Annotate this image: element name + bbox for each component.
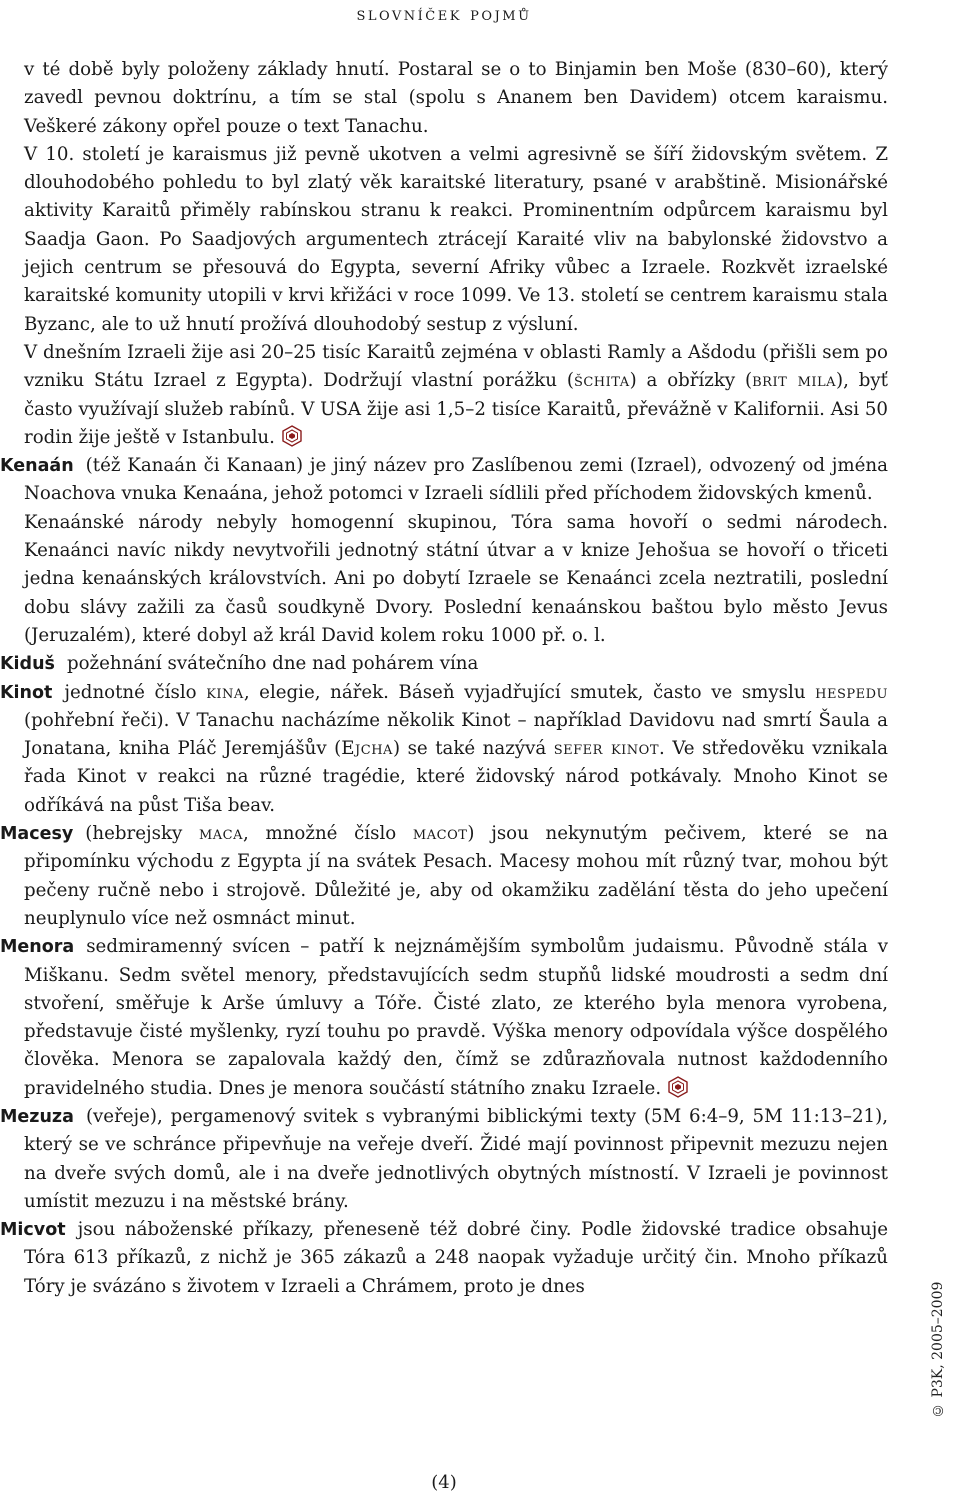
entry-term: Menora <box>0 937 75 958</box>
transliteration: Ejcha <box>341 738 393 760</box>
transliteration: sefer kinot <box>553 738 660 760</box>
entry-term: Mezuza <box>0 1106 74 1127</box>
entry-term: Kenaán <box>0 456 74 477</box>
running-header: slovníček pojmů <box>356 4 532 25</box>
entry-macesy: Macesy (hebrejsky maca, množné číslo macot) jsou nekynutým pečivem, které se na připomínku východu z Egypta jí na svátek Pesach. Macesy mohou mít různý tvar, mohou být pečeny ručně nebo i strojově. Důležité je, aby od okamžiku zadělání těsta do jeho upečení neuplynulo více než osmnáct minut. <box>0 823 888 929</box>
entry-term: Macesy <box>0 824 74 845</box>
page-number: (4) <box>431 1472 457 1493</box>
entry-term: Kinot <box>0 682 53 703</box>
hexagon-ornament-icon <box>281 425 303 447</box>
entry-kinot: Kinot jednotné číslo kina, elegie, nářek. Báseň vyjadřující smutek, často ve smyslu hespedu (pohřební řeči). V Tanachu nacházíme několik Kinot – například Davidovu nad smrtí Šaula a Jonatana, kniha Pláč Jeremjášův (Ejcha) se také nazývá sefer kinot. Ve středověku vznikala řada Kinot v reakci na různé tragédie, které židovský národ potkávaly. Mnoho Kinot se odříkává na půst Tiša beav. <box>0 681 888 816</box>
paragraph: v té době byly položeny základy hnutí. Postaral se o to Binjamin ben Moše (830–60), který zavedl pevnou doktrínu, a tím se stal (spolu s Ananem ben Davidem) otcem karaismu. Veškeré zákony opřel pouze o text Tanachu. <box>24 59 888 137</box>
entry-karaismus-continued <box>0 56 888 452</box>
entry-term: Micvot <box>0 1220 66 1241</box>
transliteration: brit mila <box>752 370 837 392</box>
hexagon-ornament-icon <box>667 1076 689 1098</box>
transliteration: hespedu <box>815 681 888 703</box>
page-body <box>0 56 888 1301</box>
transliteration: macot <box>412 823 468 845</box>
transliteration: maca <box>198 823 243 845</box>
paragraph: V 10. století je karaismus již pevně ukotven a velmi agresivně se šíří židovským světem. Z dlouhodobého pohledu to byl zlatý věk karaitské literatury, psané v arabštině. Misionářské aktivity Karaitů přiměly rabínskou stranu k reakci. Prominentním odpůrcem karaismu byl Saadja Gaon. Po Saadjových argumentech ztrácejí Karaité vliv na babylonské židovstvo a jejich centrum se přesouvá do Egypta, severní Afriky vůbec a Izraele. Rozkvět izraelské karaitské komunity utopili v krvi křižáci v roce 1099. Ve 13. století se centrem karaismu stala Byzanc, ale to už hnutí prožívá dlouhodobý sestup z výsluní. <box>24 143 888 335</box>
entry-term: Kiduš <box>0 654 55 675</box>
copyright-notice: © P3K, 2005–2009 <box>930 1281 946 1419</box>
paragraph: V dnešním Izraeli žije asi 20–25 tisíc Karaitů zejména v oblasti Ramly a Ašdodu (přišli sem po vzniku Státu Izrael z Egypta). Dodržují vlastní porážku (šchita) a obřízky (brit mila), byť často využívají služeb rabínů. V USA žije asi 1,5–2 tisíce Karaitů, převážně v Kalifornii. Asi 50 rodin žije ještě v Istanbulu. <box>24 341 888 448</box>
entry-kenaan: Kenaán (též Kanaán či Kanaan) je jiný název pro Zaslíbenou zemi (Izrael), odvozený od jména Noachova vnuka Kenaána, jehož potomci v Izraeli sídlili před příchodem židovských kmenů. Kenaánské národy nebyly homogenní skupinou, Tóra sama hovoří o sedmi národech. Kenaánci navíc nikdy nevytvořili jednotný státní útvar a v knize Jehošua se hovoří o třiceti jedna kenaánských královstvích. Ani po dobytí Izraele se Kenaánci zcela neztratili, poslední dobu slávy zažili za časů soudkyně Dvory. Poslední kenaánskou baštou bylo město Jevus (Jeruzalém), které dobyl až král David kolem roku 1000 př. o. l. <box>0 455 888 646</box>
entry-micvot: Micvot jsou náboženské příkazy, přeneseně též dobré činy. Podle židovské tradice obsahuje Tóra 613 příkazů, z nichž je 365 zákazů a 248 naopak vyžaduje určitý čin. Mnoho příkazů Tóry je svázáno s životem v Izraeli a Chrámem, proto je dnes <box>0 1219 888 1297</box>
entry-mezuza: Mezuza (veřeje), pergamenový svitek s vybranými biblickými texty (5M 6:4–9, 5M 11:13–21), který se ve schránce připevňuje na veřeje dveří. Židé mají povinnost připevnit mezuzu nejen na dveře svých domů, ale i na dveře jednotlivých obytných místností. V Izraeli je povinnost umístit mezuzu i na městské brány. <box>0 1105 888 1212</box>
entry-kidus: Kiduš požehnání svátečního dne nad pohárem vína <box>0 653 479 675</box>
transliteration: šchita <box>573 370 630 392</box>
transliteration: kina <box>206 681 244 703</box>
entry-menora: Menora sedmiramenný svícen – patří k nejznámějším symbolům judaismu. Původně stála v Miškanu. Sedm světel menory, představujících sedm stupňů lidské moudrosti a sedm dní stvoření, směřuje k Arše úmluvy a Tóře. Čisté zlato, ze kterého byla menora vyrobena, představuje čisté myšlenky, ryzí touhu po pravdě. Výška menory odpovídala výšce dospělého člověka. Menora se zapalovala každý den, čímž se zdůrazňovala nutnost každodenního pravidelného studia. Dnes je menora součástí státního znaku Izraele. <box>0 936 888 1099</box>
